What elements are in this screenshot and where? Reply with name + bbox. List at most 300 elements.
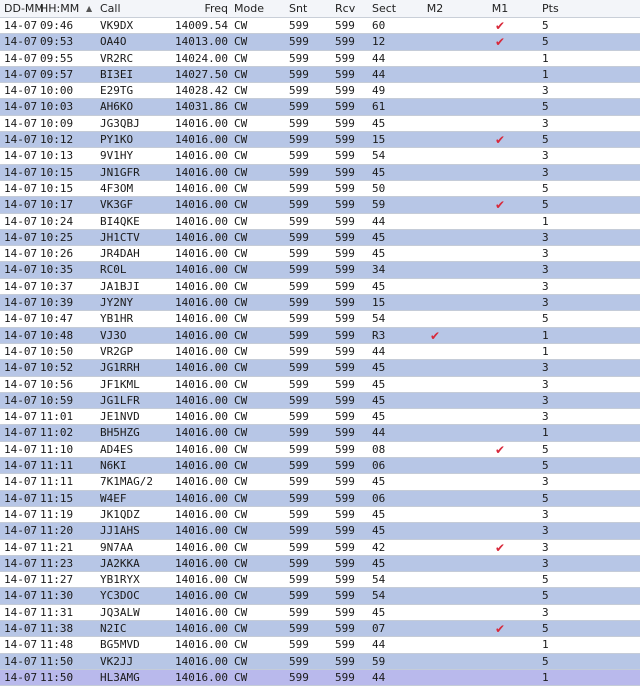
cell-mode: CW [234,133,248,147]
cell-date: 14-07 [4,426,38,440]
cell-call: N6KI [100,459,127,473]
table-row[interactable] [0,132,640,148]
cell-mode: CW [234,344,248,358]
cell-time: 10:25 [40,230,74,244]
table-row[interactable] [0,328,640,344]
cell-snt: 599 [289,51,309,65]
cell-m2 [424,556,446,572]
cell-snt: 599 [289,459,309,473]
cell-time: 10:17 [40,198,74,212]
cell-m1 [489,116,511,132]
header-time[interactable]: HH:MM [40,2,80,15]
cell-snt: 599 [289,198,309,212]
cell-rcv: 599 [335,198,355,212]
cell-freq: 14016.00 [175,556,228,570]
table-row[interactable] [0,474,640,490]
cell-time: 11:50 [40,670,74,684]
cell-call: PY1KO [100,133,134,147]
cell-rcv: 599 [335,410,355,424]
cell-m1 [489,409,511,425]
cell-sect: 45 [372,556,386,570]
cell-call: RC0L [100,263,127,277]
checkmark-icon: ✔ [494,133,506,148]
cell-call: JR4DAH [100,247,140,261]
cell-date: 14-07 [4,198,38,212]
cell-m2 [424,409,446,425]
cell-m1 [489,588,511,604]
table-row[interactable] [0,654,640,670]
header-call[interactable]: Call [100,2,121,15]
cell-mode: CW [234,638,248,652]
header-rcv[interactable]: Rcv [335,2,356,15]
cell-rcv: 599 [335,621,355,635]
table-row[interactable] [0,377,640,393]
cell-pts: 5 [542,459,549,473]
cell-rcv: 599 [335,19,355,32]
table-row[interactable] [0,18,640,34]
cell-pts: 5 [542,19,549,32]
cell-m1 [489,621,511,637]
table-row[interactable] [0,116,640,132]
cell-m2 [424,458,446,474]
table-row[interactable] [0,458,640,474]
cell-date: 14-07 [4,670,38,684]
cell-date: 14-07 [4,133,38,147]
cell-time: 10:47 [40,312,74,326]
table-row[interactable] [0,83,640,99]
cell-call: JK1QDZ [100,507,140,521]
table-row[interactable] [0,181,640,197]
table-row[interactable] [0,523,640,539]
cell-pts: 3 [542,361,549,375]
cell-m2 [424,507,446,523]
cell-pts: 5 [542,491,549,505]
cell-pts: 1 [542,214,549,228]
cell-freq: 14016.00 [175,165,228,179]
cell-date: 14-07 [4,181,38,195]
cell-rcv: 599 [335,247,355,261]
cell-rcv: 599 [335,540,355,554]
cell-call: BI4QKE [100,214,140,228]
table-row[interactable] [0,165,640,181]
cell-time: 10:52 [40,361,74,375]
cell-pts: 5 [542,100,549,114]
cell-freq: 14028.42 [175,84,228,98]
cell-call: JY2NY [100,296,134,310]
cell-rcv: 599 [335,589,355,603]
cell-pts: 3 [542,116,549,130]
cell-snt: 599 [289,475,309,489]
cell-freq: 14031.86 [175,100,228,114]
cell-mode: CW [234,296,248,310]
cell-m2 [424,540,446,556]
cell-mode: CW [234,654,248,668]
cell-rcv: 599 [335,426,355,440]
cell-snt: 599 [289,230,309,244]
cell-snt: 599 [289,589,309,603]
cell-snt: 599 [289,263,309,277]
cell-m1 [489,605,511,621]
cell-m1 [489,637,511,653]
table-row[interactable] [0,214,640,230]
cell-snt: 599 [289,67,309,81]
cell-m1 [489,360,511,376]
cell-freq: 14016.00 [175,361,228,375]
table-row[interactable] [0,491,640,507]
cell-rcv: 599 [335,35,355,49]
cell-pts: 5 [542,589,549,603]
cell-freq: 14016.00 [175,149,228,163]
cell-pts: 3 [542,149,549,163]
cell-date: 14-07 [4,279,38,293]
cell-call: E29TG [100,84,134,98]
cell-time: 11:27 [40,573,74,587]
cell-pts: 5 [542,198,549,212]
cell-date: 14-07 [4,149,38,163]
cell-time: 11:01 [40,410,74,424]
cell-pts: 3 [542,393,549,407]
header-pts[interactable]: Pts [542,2,559,15]
cell-time: 10:15 [40,181,74,195]
cell-rcv: 599 [335,116,355,130]
table-row[interactable] [0,344,640,360]
cell-pts: 3 [542,296,549,310]
cell-m1 [489,148,511,164]
cell-pts: 1 [542,328,549,342]
cell-snt: 599 [289,279,309,293]
cell-time: 10:26 [40,247,74,261]
cell-date: 14-07 [4,459,38,473]
cell-mode: CW [234,19,248,32]
cell-rcv: 599 [335,84,355,98]
cell-mode: CW [234,247,248,261]
table-row[interactable] [0,246,640,262]
cell-mode: CW [234,279,248,293]
cell-freq: 14016.00 [175,507,228,521]
table-row[interactable] [0,295,640,311]
header-sect[interactable]: Sect [372,2,397,15]
cell-snt: 599 [289,328,309,342]
cell-sect: 54 [372,573,386,587]
cell-m2 [424,230,446,246]
cell-rcv: 599 [335,605,355,619]
cell-m1 [489,99,511,115]
cell-pts: 3 [542,410,549,424]
cell-m2 [424,670,446,686]
cell-snt: 599 [289,426,309,440]
cell-date: 14-07 [4,475,38,489]
cell-call: VK9DX [100,19,134,32]
table-row[interactable] [0,409,640,425]
cell-m2 [424,148,446,164]
cell-time: 11:11 [40,475,74,489]
cell-call: JQ3ALW [100,605,140,619]
table-row[interactable] [0,637,640,653]
cell-call: JE1NVD [100,410,140,424]
cell-freq: 14016.00 [175,475,228,489]
cell-call: VJ3O [100,328,127,342]
cell-pts: 5 [542,573,549,587]
cell-call: 9N7AA [100,540,134,554]
table-row[interactable] [0,34,640,50]
sort-ascending-icon: ▲ [86,4,93,13]
cell-freq: 14016.00 [175,540,228,554]
cell-date: 14-07 [4,67,38,81]
cell-sect: 61 [372,100,386,114]
cell-sect: 45 [372,279,386,293]
cell-m2 [424,67,446,83]
cell-sect: 34 [372,263,386,277]
cell-m2 [424,165,446,181]
cell-m1 [489,474,511,490]
cell-m2 [424,328,446,344]
cell-m1 [489,523,511,539]
column-header-row [0,0,640,18]
table-row[interactable] [0,279,640,295]
cell-date: 14-07 [4,654,38,668]
cell-date: 14-07 [4,247,38,261]
cell-sect: 44 [372,344,386,358]
header-m1[interactable]: M1 [491,2,509,15]
cell-pts: 1 [542,67,549,81]
cell-time: 11:11 [40,459,74,473]
cell-rcv: 599 [335,133,355,147]
table-row[interactable] [0,556,640,572]
cell-call: VK3GF [100,198,134,212]
cell-mode: CW [234,589,248,603]
table-row[interactable] [0,425,640,441]
cell-m1 [489,83,511,99]
table-row[interactable] [0,360,640,376]
cell-sect: 45 [372,605,386,619]
table-row[interactable] [0,588,640,604]
cell-mode: CW [234,621,248,635]
cell-date: 14-07 [4,540,38,554]
cell-date: 14-07 [4,35,38,49]
cell-sect: 45 [372,361,386,375]
table-row[interactable] [0,262,640,278]
cell-snt: 599 [289,100,309,114]
table-row[interactable] [0,605,640,621]
cell-freq: 14016.00 [175,312,228,326]
table-row[interactable] [0,393,640,409]
table-row[interactable] [0,197,640,213]
cell-m2 [424,262,446,278]
cell-m1 [489,442,511,458]
cell-time: 11:10 [40,442,74,456]
cell-snt: 599 [289,377,309,391]
cell-sect: 45 [372,230,386,244]
cell-sect: 44 [372,426,386,440]
cell-call: W4EF [100,491,127,505]
cell-mode: CW [234,524,248,538]
cell-call: VR2RC [100,51,134,65]
cell-mode: CW [234,605,248,619]
cell-mode: CW [234,214,248,228]
cell-m1 [489,425,511,441]
cell-date: 14-07 [4,507,38,521]
cell-m1 [489,344,511,360]
cell-call: AD4ES [100,442,134,456]
cell-m1 [489,311,511,327]
cell-pts: 5 [542,181,549,195]
cell-m2 [424,588,446,604]
header-m2[interactable]: M2 [426,2,444,15]
cell-date: 14-07 [4,51,38,65]
cell-call: JJ1AHS [100,524,140,538]
cell-rcv: 599 [335,344,355,358]
cell-rcv: 599 [335,51,355,65]
cell-freq: 14016.00 [175,133,228,147]
header-date[interactable]: DD-MM [4,2,44,15]
cell-pts: 3 [542,377,549,391]
cell-rcv: 599 [335,491,355,505]
cell-mode: CW [234,491,248,505]
cell-rcv: 599 [335,230,355,244]
header-snt[interactable]: Snt [289,2,308,15]
cell-m2 [424,197,446,213]
table-row[interactable] [0,99,640,115]
cell-m2 [424,442,446,458]
table-row[interactable] [0,442,640,458]
cell-mode: CW [234,442,248,456]
cell-sect: 49 [372,84,386,98]
cell-m1 [489,181,511,197]
cell-snt: 599 [289,84,309,98]
cell-m2 [424,377,446,393]
cell-snt: 599 [289,19,309,32]
cell-rcv: 599 [335,361,355,375]
cell-m1 [489,34,511,50]
cell-sect: 06 [372,459,386,473]
cell-call: JG1LFR [100,393,140,407]
cell-rcv: 599 [335,573,355,587]
cell-call: OA4O [100,35,127,49]
cell-pts: 5 [542,312,549,326]
cell-date: 14-07 [4,165,38,179]
cell-mode: CW [234,149,248,163]
cell-pts: 3 [542,84,549,98]
table-row[interactable] [0,540,640,556]
table-row[interactable] [0,67,640,83]
table-row[interactable] [0,230,640,246]
cell-time: 11:15 [40,491,74,505]
cell-time: 11:19 [40,507,74,521]
table-row[interactable] [0,51,640,67]
cell-call: AH6KO [100,100,134,114]
table-row[interactable] [0,148,640,164]
table-row[interactable] [0,621,640,637]
cell-m1 [489,67,511,83]
header-freq[interactable]: Freq [204,2,228,15]
cell-pts: 5 [542,35,549,49]
cell-m1 [489,165,511,181]
cell-mode: CW [234,198,248,212]
cell-snt: 599 [289,133,309,147]
cell-call: VR2GP [100,344,134,358]
cell-time: 11:20 [40,524,74,538]
cell-date: 14-07 [4,361,38,375]
cell-snt: 599 [289,507,309,521]
cell-pts: 3 [542,507,549,521]
cell-rcv: 599 [335,507,355,521]
cell-sect: 12 [372,35,386,49]
cell-call: 9V1HY [100,149,134,163]
cell-time: 10:15 [40,165,74,179]
cell-mode: CW [234,116,248,130]
cell-call: JG1RRH [100,361,140,375]
cell-call: 7K1MAG/2 [100,475,153,489]
cell-sect: 45 [372,377,386,391]
cell-m1 [489,18,511,34]
cell-freq: 14016.00 [175,654,228,668]
cell-m1 [489,51,511,67]
cell-time: 10:59 [40,393,74,407]
cell-sect: 45 [372,410,386,424]
cell-m2 [424,425,446,441]
cell-time: 10:56 [40,377,74,391]
cell-date: 14-07 [4,328,38,342]
cell-m2 [424,654,446,670]
cell-mode: CW [234,361,248,375]
table-row[interactable] [0,311,640,327]
table-row[interactable] [0,507,640,523]
cell-time: 11:31 [40,605,74,619]
table-row[interactable] [0,572,640,588]
cell-m1 [489,197,511,213]
cell-sect: 44 [372,670,386,684]
cell-date: 14-07 [4,84,38,98]
cell-m1 [489,393,511,409]
cell-date: 14-07 [4,410,38,424]
cell-snt: 599 [289,247,309,261]
cell-pts: 3 [542,475,549,489]
cell-freq: 14016.00 [175,230,228,244]
cell-time: 10:37 [40,279,74,293]
cell-rcv: 599 [335,263,355,277]
header-mode[interactable]: Mode [234,2,264,15]
cell-freq: 14016.00 [175,181,228,195]
checkmark-icon: ✔ [494,35,506,50]
cell-time: 11:38 [40,621,74,635]
cell-date: 14-07 [4,491,38,505]
cell-freq: 14013.00 [175,35,228,49]
cell-date: 14-07 [4,556,38,570]
checkmark-icon: ✔ [494,19,506,33]
cell-time: 10:13 [40,149,74,163]
table-row-selected[interactable] [0,670,640,686]
cell-freq: 14016.00 [175,296,228,310]
cell-snt: 599 [289,556,309,570]
cell-time: 11:50 [40,654,74,668]
cell-mode: CW [234,377,248,391]
cell-snt: 599 [289,573,309,587]
cell-time: 10:03 [40,100,74,114]
cell-date: 14-07 [4,296,38,310]
cell-sect: 45 [372,475,386,489]
cell-rcv: 599 [335,149,355,163]
cell-mode: CW [234,507,248,521]
cell-rcv: 599 [335,100,355,114]
cell-m2 [424,637,446,653]
cell-time: 10:24 [40,214,74,228]
cell-freq: 14016.00 [175,491,228,505]
cell-time: 09:46 [40,19,74,32]
cell-call: JF1KML [100,377,140,391]
cell-call: YB1HR [100,312,134,326]
cell-sect: 59 [372,654,386,668]
cell-snt: 599 [289,605,309,619]
